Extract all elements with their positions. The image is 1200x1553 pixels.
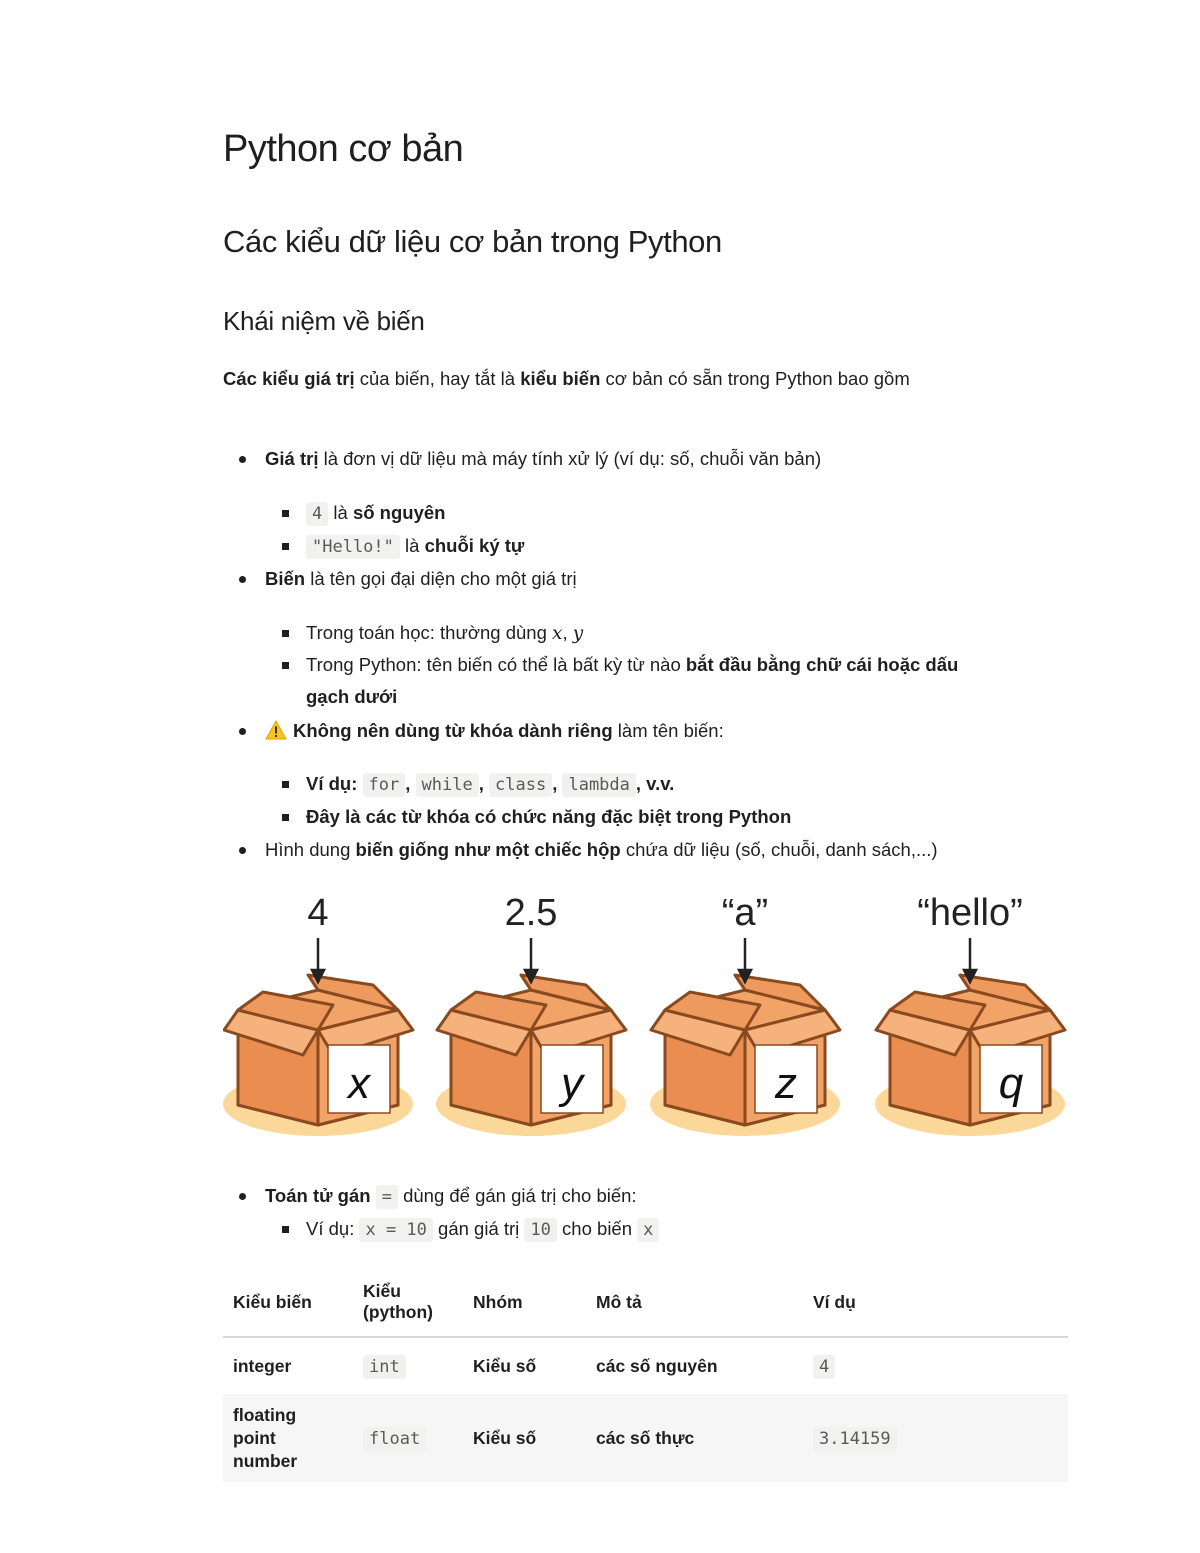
assign-mid-2: cho biến (556, 1218, 638, 1239)
math-x: x (552, 623, 563, 644)
list-item-assign-operator (265, 1180, 637, 1213)
list-item-variable (265, 563, 577, 595)
math-text: Trong toán học: thường dùng (306, 622, 552, 643)
python-bold-1: bắt đầu bằng chữ cái hoặc dấu (685, 654, 959, 675)
square-bullet-icon (282, 510, 289, 517)
table-row (223, 1394, 1068, 1482)
cell-python-type (353, 1394, 463, 1482)
header-example: Ví dụ (803, 1268, 1068, 1337)
bullet-icon (239, 1193, 246, 1200)
box-label-2: y (561, 1059, 583, 1108)
cell-type-text: floating point number (233, 1404, 298, 1471)
text-la: là (399, 535, 425, 556)
assign-mid-1: gán giá trị (432, 1218, 525, 1239)
code-kw-class: class (489, 773, 552, 797)
term-int: số nguyên (352, 502, 446, 523)
code-int: 4 (306, 502, 328, 526)
box-z (650, 892, 840, 1136)
intro-paragraph (223, 368, 910, 390)
kw-sep: , (405, 773, 416, 794)
code-10: 10 (524, 1218, 556, 1242)
assign-label: Ví dụ: (306, 1218, 360, 1239)
intro-text-2: cơ bản có sẵn trong Python bao gồm (600, 368, 910, 389)
code-x: x (637, 1218, 659, 1242)
cell-example (803, 1394, 1068, 1482)
code-equals: = (376, 1185, 398, 1209)
code-int-type: int (363, 1355, 406, 1379)
header-python-type-text: Kiểu (python) (363, 1281, 433, 1322)
list-item-int-example (306, 497, 445, 530)
desc-variable: là tên gọi đại diện cho một giá trị (305, 568, 577, 589)
code-kw-for: for (363, 773, 406, 797)
box-y (436, 892, 626, 1136)
box-value-3: “a” (721, 892, 769, 934)
warning-icon (265, 718, 287, 750)
term-str: chuỗi ký tự (424, 535, 525, 556)
square-bullet-icon (282, 630, 289, 637)
header-python-type (353, 1268, 463, 1337)
box-value-2: 2.5 (504, 892, 558, 934)
table-header-row (223, 1268, 1068, 1337)
list-item-str-example (306, 530, 524, 563)
desc-keywords: làm tên biến: (612, 720, 724, 741)
cell-python-type (353, 1337, 463, 1394)
arrow-icons (312, 938, 976, 982)
cell-type: integer (233, 1355, 292, 1376)
list-item-python-naming (306, 649, 958, 713)
kw-note: Đây là các từ khóa có chức năng đặc biệt trong Python (306, 806, 792, 827)
box-label-3: z (775, 1059, 797, 1108)
bullet-icon (239, 576, 246, 583)
page-title: Python cơ bản (223, 128, 464, 170)
math-sep: , (562, 622, 573, 643)
code-str: "Hello!" (306, 535, 400, 559)
header-group: Nhóm (463, 1268, 586, 1337)
square-bullet-icon (282, 543, 289, 550)
list-item-math (306, 617, 583, 650)
list-item-kw-note (306, 801, 791, 833)
square-bullet-icon (282, 814, 289, 821)
intro-bold-2: kiểu biến (520, 368, 601, 389)
bullet-icon (239, 728, 246, 735)
square-bullet-icon (282, 781, 289, 788)
term-box: biến giống như một chiếc hộp (355, 839, 621, 860)
term-assign: Toán tử gán (265, 1185, 371, 1206)
list-item-box-analogy (265, 834, 938, 866)
kw-sep: , (552, 773, 563, 794)
header-type: Kiểu biến (223, 1268, 353, 1337)
section-heading: Các kiểu dữ liệu cơ bản trong Python (223, 224, 722, 259)
cell-group: Kiểu số (463, 1394, 586, 1482)
box-q (875, 892, 1065, 1136)
list-item-value (265, 443, 821, 475)
code-kw-while: while (416, 773, 479, 797)
box-label-4: q (998, 1059, 1024, 1108)
intro-text-1: của biến, hay tắt là (354, 368, 521, 389)
desc-assign: dùng để gán giá trị cho biến: (397, 1185, 637, 1206)
python-text: Trong Python: tên biến có thể là bất kỳ từ nào (306, 654, 686, 675)
list-item-kw-example (306, 768, 674, 801)
cell-group: Kiểu số (473, 1355, 537, 1376)
code-float-example: 3.14159 (813, 1427, 897, 1451)
term-keywords: Không nên dùng từ khóa dành riêng (293, 720, 613, 741)
desc-value: là đơn vị dữ liệu mà máy tính xử lý (ví dụ: số, chuỗi văn bản) (318, 448, 822, 469)
square-bullet-icon (282, 1226, 289, 1233)
header-description: Mô tả (586, 1268, 803, 1337)
box-value-4: “hello” (917, 892, 1023, 934)
code-int-example: 4 (813, 1355, 835, 1379)
python-bold-2: gạch dưới (306, 686, 398, 707)
cell-example (803, 1337, 1068, 1394)
bullet-icon (239, 456, 246, 463)
cell-description: các số nguyên (596, 1355, 718, 1376)
box-pre: Hình dung (265, 839, 356, 860)
kw-sep: , (478, 773, 489, 794)
list-item-keywords (265, 715, 724, 750)
data-types-table (223, 1268, 1068, 1482)
list-item-assign-example (306, 1213, 659, 1246)
cell-type (223, 1394, 353, 1482)
box-label-1: x (348, 1059, 370, 1108)
desc-box: chứa dữ liệu (số, chuỗi, danh sách,...) (620, 839, 938, 860)
variable-boxes-illustration (223, 880, 1068, 1148)
term-value: Giá trị (265, 448, 319, 469)
subsection-heading: Khái niệm về biến (223, 306, 425, 336)
cell-description: các số thực (586, 1394, 803, 1482)
code-kw-lambda: lambda (562, 773, 635, 797)
square-bullet-icon (282, 662, 289, 669)
kw-end: , v.v. (635, 773, 675, 794)
code-x-eq-10: x = 10 (359, 1218, 432, 1242)
table-row (223, 1337, 1068, 1394)
term-variable: Biến (265, 568, 306, 589)
code-float-type: float (363, 1427, 426, 1451)
math-y: y (572, 623, 584, 644)
text-la: là (328, 502, 353, 523)
box-x (223, 892, 413, 1136)
kw-label: Ví dụ: (306, 773, 363, 794)
box-value-1: 4 (307, 892, 329, 934)
intro-bold-1: Các kiểu giá trị (223, 368, 355, 389)
bullet-icon (239, 847, 246, 854)
